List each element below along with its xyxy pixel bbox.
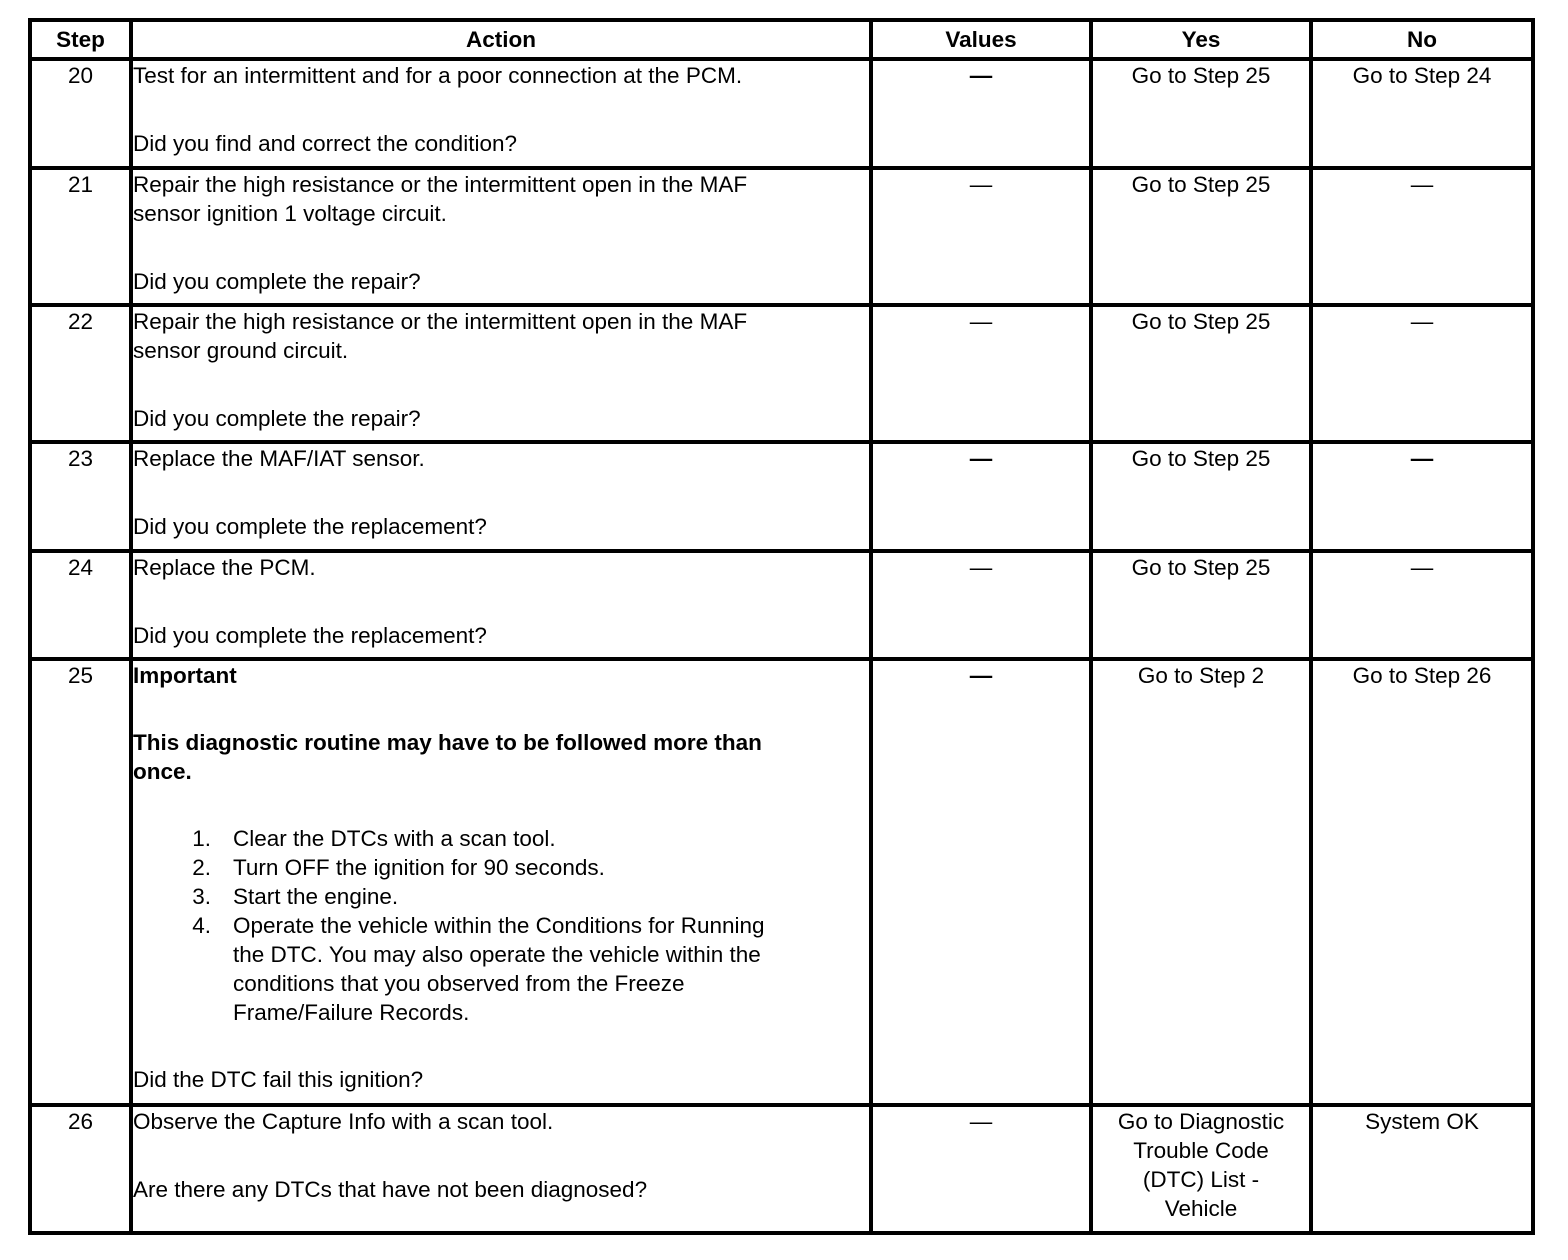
list-item xyxy=(133,911,869,1027)
list-text: Start the engine. xyxy=(233,884,399,909)
step-number: 21 xyxy=(30,168,131,305)
header-values: Values xyxy=(871,20,1091,59)
list-number: 1. xyxy=(192,826,211,851)
step-number: 25 xyxy=(30,659,131,1105)
no-cell: — xyxy=(1311,551,1533,659)
action-cell xyxy=(131,551,871,659)
step-number: 20 xyxy=(30,59,131,168)
action-cell xyxy=(131,305,871,442)
no-dash: — xyxy=(1410,446,1434,471)
values-dash: — xyxy=(969,172,993,197)
values-dash: — xyxy=(969,663,993,688)
yes-cell: Go to Step 25 xyxy=(1091,59,1311,168)
action-text: sensor ground circuit. xyxy=(133,338,349,363)
table-row xyxy=(30,168,1533,305)
no-cell: Go to Step 26 xyxy=(1311,659,1533,1105)
values-cell xyxy=(871,168,1091,305)
action-text: Replace the PCM. xyxy=(133,555,316,580)
yes-text: Go to Diagnostic xyxy=(1117,1109,1285,1134)
list-text: the DTC. You may also operate the vehicle within the xyxy=(233,942,761,967)
values-dash: — xyxy=(969,1109,993,1134)
list-number: 2. xyxy=(192,855,211,880)
values-dash: — xyxy=(969,309,993,334)
action-question: Did you complete the repair? xyxy=(133,406,421,431)
diagnostic-table xyxy=(28,18,1535,1235)
table-row xyxy=(30,305,1533,442)
values-dash: — xyxy=(969,446,993,471)
values-cell xyxy=(871,551,1091,659)
step-number: 26 xyxy=(30,1105,131,1233)
values-cell xyxy=(871,305,1091,442)
values-dash: — xyxy=(969,555,993,580)
yes-text: Vehicle xyxy=(1164,1196,1238,1221)
action-question: Did you complete the repair? xyxy=(133,269,421,294)
yes-cell: Go to Step 25 xyxy=(1091,305,1311,442)
table-row xyxy=(30,1105,1533,1233)
yes-text: (DTC) List - xyxy=(1142,1167,1260,1192)
action-question: Did you complete the replacement? xyxy=(133,514,487,539)
header-row xyxy=(30,20,1533,59)
list-number: 3. xyxy=(192,884,211,909)
action-text: Repair the high resistance or the intermittent open in the MAF xyxy=(133,309,748,334)
table-row xyxy=(30,442,1533,551)
values-cell xyxy=(871,59,1091,168)
action-cell xyxy=(131,1105,871,1233)
values-dash: — xyxy=(969,63,993,88)
action-cell xyxy=(131,59,871,168)
action-text: Observe the Capture Info with a scan tool. xyxy=(133,1109,554,1134)
important-title: Important xyxy=(133,663,237,688)
list-item xyxy=(133,824,869,853)
no-cell: — xyxy=(1311,168,1533,305)
yes-text: Trouble Code xyxy=(1133,1138,1269,1163)
step-number: 22 xyxy=(30,305,131,442)
action-cell xyxy=(131,659,871,1105)
important-text: once. xyxy=(133,759,192,784)
list-text: Turn OFF the ignition for 90 seconds. xyxy=(233,855,605,880)
yes-cell xyxy=(1091,1105,1311,1233)
header-step: Step xyxy=(30,20,131,59)
important-text: This diagnostic routine may have to be followed more than xyxy=(133,730,762,755)
action-question: Are there any DTCs that have not been diagnosed? xyxy=(133,1177,648,1202)
action-question: Did you find and correct the condition? xyxy=(133,131,517,156)
action-text: Test for an intermittent and for a poor connection at the PCM. xyxy=(133,63,743,88)
no-cell: — xyxy=(1311,305,1533,442)
list-item xyxy=(133,882,869,911)
values-cell xyxy=(871,659,1091,1105)
table-row xyxy=(30,59,1533,168)
action-question: Did the DTC fail this ignition? xyxy=(133,1067,424,1092)
table-row xyxy=(30,551,1533,659)
values-cell xyxy=(871,1105,1091,1233)
action-cell xyxy=(131,442,871,551)
values-cell xyxy=(871,442,1091,551)
header-action: Action xyxy=(131,20,871,59)
step-number: 23 xyxy=(30,442,131,551)
list-text: Clear the DTCs with a scan tool. xyxy=(233,826,556,851)
yes-cell: Go to Step 2 xyxy=(1091,659,1311,1105)
list-item xyxy=(133,853,869,882)
table-row xyxy=(30,659,1533,1105)
list-text: conditions that you observed from the Freeze xyxy=(233,971,685,996)
list-text: Frame/Failure Records. xyxy=(233,1000,470,1025)
step-number: 24 xyxy=(30,551,131,659)
no-cell: System OK xyxy=(1311,1105,1533,1233)
action-cell xyxy=(131,168,871,305)
list-text: Operate the vehicle within the Conditions for Running xyxy=(233,913,765,938)
action-question: Did you complete the replacement? xyxy=(133,623,487,648)
no-cell: Go to Step 24 xyxy=(1311,59,1533,168)
yes-cell: Go to Step 25 xyxy=(1091,442,1311,551)
list-number: 4. xyxy=(192,913,211,938)
action-text: sensor ignition 1 voltage circuit. xyxy=(133,201,447,226)
yes-cell: Go to Step 25 xyxy=(1091,551,1311,659)
action-text: Replace the MAF/IAT sensor. xyxy=(133,446,425,471)
no-cell xyxy=(1311,442,1533,551)
procedure-list xyxy=(133,824,869,1027)
yes-cell: Go to Step 25 xyxy=(1091,168,1311,305)
action-text: Repair the high resistance or the intermittent open in the MAF xyxy=(133,172,748,197)
header-yes: Yes xyxy=(1091,20,1311,59)
header-no: No xyxy=(1311,20,1533,59)
